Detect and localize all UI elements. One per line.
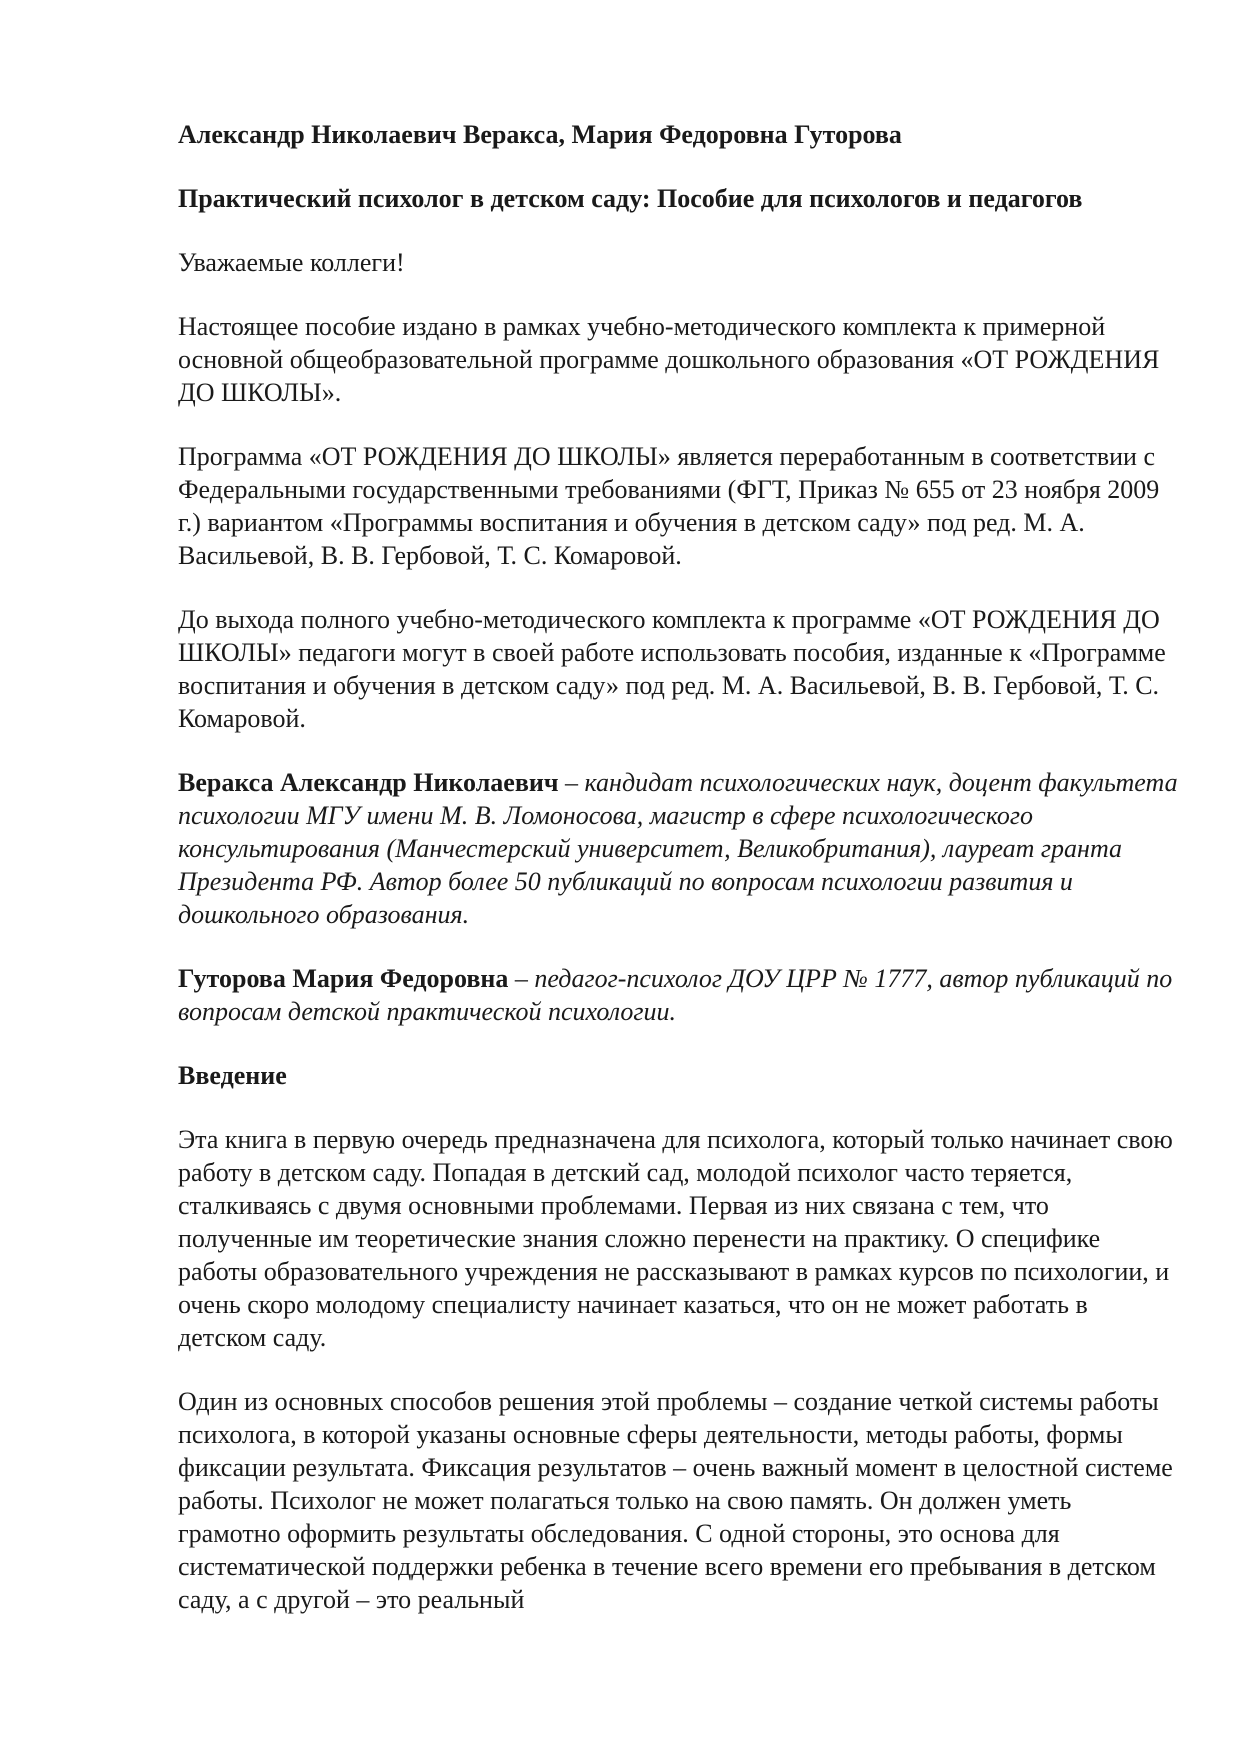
bio-separator: – <box>558 768 585 797</box>
bio-name: Веракса Александр Николаевич <box>178 768 559 797</box>
bio-separator: – <box>508 964 535 993</box>
body-paragraph: Один из основных способов решения этой проблемы – создание четкой системы работы психолога, в которой указаны основные сферы деятельности, методы работы, формы фиксации результата. Фиксация результатов – очень важный момент в целостной системе работы. Психолог не может полагаться только на свою память. Он должен уметь грамотно оформить результаты обследования. С одной стороны, это основа для систематической поддержки ребенка в течение всего времени его пребывания в детском саду, а с другой – это реальный <box>178 1387 1173 1614</box>
section-heading: Введение <box>178 1061 287 1090</box>
bio-text: кандидат психологических наук, доцент факультета психологии МГУ имени М. В. Ломоносова, магистр в сфере психологического консультирования (Манчестерский университет, Великобритания), лауреат гранта Президента РФ. Автор более 50 публикаций по вопросам психологии развития и дошкольного образования. <box>178 768 1178 929</box>
author-bio <box>178 962 1178 1028</box>
page-content <box>178 118 1178 1647</box>
intro-paragraph: Настоящее пособие издано в рамках учебно-методического комплекта к примерной основной общеобразовательной программе дошкольного образования «ОТ РОЖДЕНИЯ ДО ШКОЛЫ». <box>178 312 1160 407</box>
bio-text: педагог-психолог ДОУ ЦРР № 1777, автор публикаций по вопросам детской практической психологии. <box>178 964 1173 1026</box>
intro-paragraph: Программа «ОТ РОЖДЕНИЯ ДО ШКОЛЫ» является переработанным в соответствии с Федеральными государственными требованиями (ФГТ, Приказ № 655 от 23 ноября 2009 г.) вариантом «Программы воспитания и обучения в детском саду» под ред. М. А. Васильевой, В. В. Гербовой, Т. С. Комаровой. <box>178 442 1160 570</box>
book-title: Практический психолог в детском саду: Пособие для психологов и педагогов <box>178 184 1083 213</box>
author-bio <box>178 766 1178 931</box>
body-paragraph: Эта книга в первую очередь предназначена для психолога, который только начинает свою работу в детском саду. Попадая в детский сад, молодой психолог часто теряется, сталкиваясь с двумя основными проблемами. Первая из них связана с тем, что полученные им теоретические знания сложно перенести на практику. О специфике работы образовательного учреждения не рассказывают в рамках курсов по психологии, и очень скоро молодому специалисту начинает казаться, что он не может работать в детском саду. <box>178 1125 1173 1352</box>
authors-line: Александр Николаевич Веракса, Мария Федоровна Гуторова <box>178 120 902 149</box>
bio-name: Гуторова Мария Федоровна <box>178 964 509 993</box>
intro-paragraph: До выхода полного учебно-методического комплекта к программе «ОТ РОЖДЕНИЯ ДО ШКОЛЫ» педагоги могут в своей работе использовать пособия, изданные к «Программе воспитания и обучения в детском саду» под ред. М. А. Васильевой, В. В. Гербовой, Т. С. Комаровой. <box>178 605 1166 733</box>
greeting: Уважаемые коллеги! <box>178 248 405 277</box>
